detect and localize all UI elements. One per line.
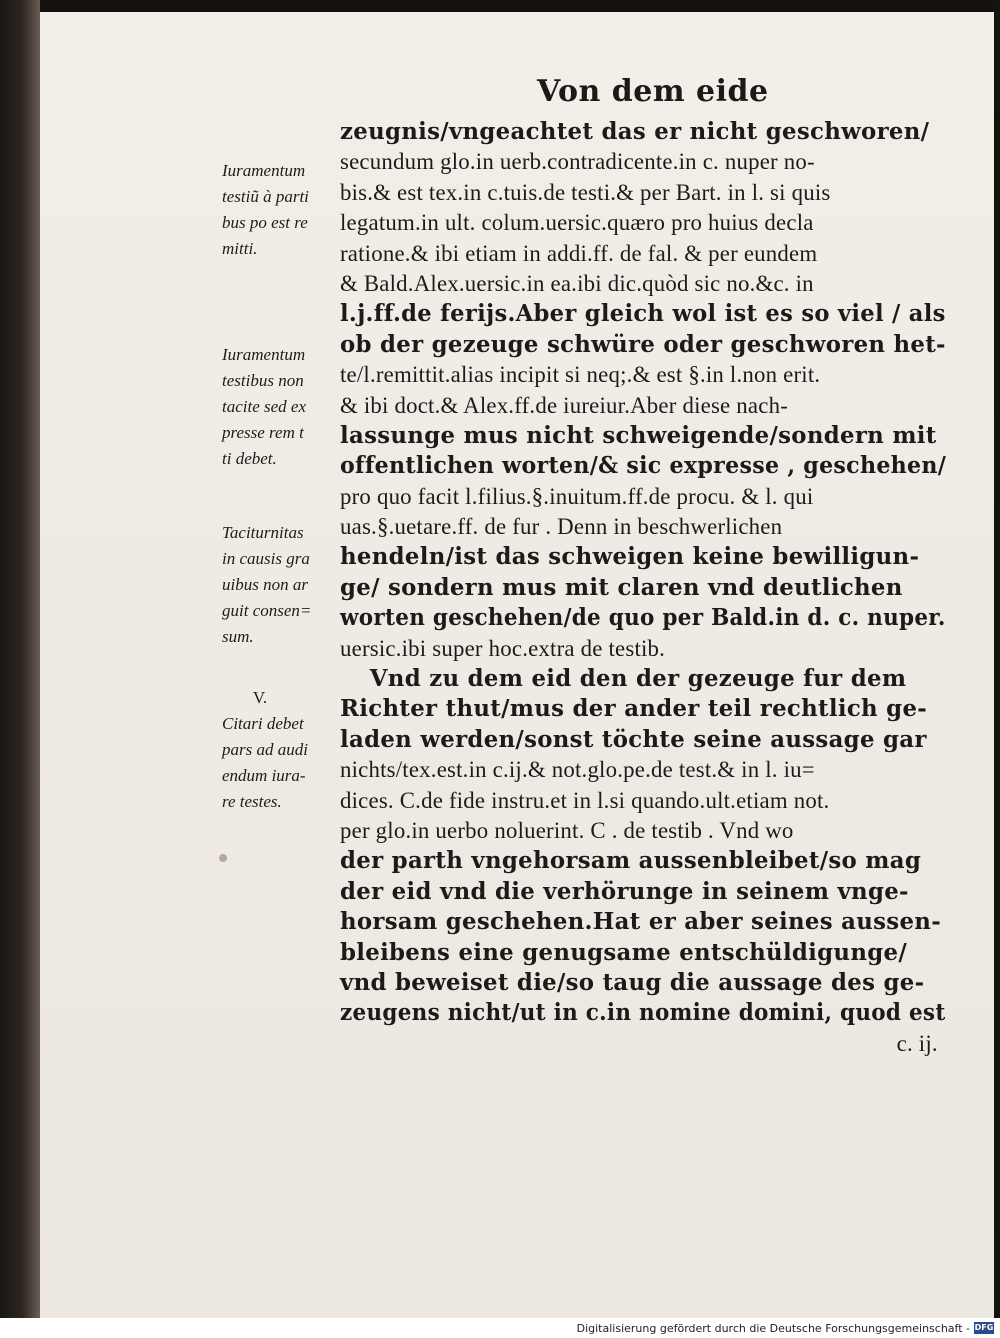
text-line: worten geschehen/de quo per Bald.in d. c. nuper.: [340, 604, 946, 632]
text-line: te/l.remittit.alias incipit si neq;.& est §.in l.non erit.: [340, 362, 821, 388]
text-line: uersic.ibi super hoc.extra de testib.: [340, 635, 666, 661]
ink-spot: [219, 854, 227, 862]
margin-note-line: Taciturnitas: [222, 523, 304, 542]
margin-note-line: in causis gra: [222, 549, 310, 568]
dfg-logo: DFG: [974, 1323, 994, 1332]
text-line: der eid vnd die verhörunge in seinem vnge-: [340, 877, 909, 905]
text-line: ge/ sondern mus mit claren vnd deutlichen: [340, 573, 903, 601]
margin-note-line: mitti.: [222, 239, 258, 258]
text-line: vnd beweiset die/so taug die aussage des ge-: [340, 968, 925, 996]
text-line: lassunge mus nicht schweigende/sondern mit: [340, 421, 937, 449]
margin-note-line: testibus non: [222, 371, 304, 390]
text-line: per glo.in uerbo noluerint. C . de testib . Vnd wo: [340, 817, 794, 843]
margin-note-2: [222, 342, 338, 472]
text-line: zeugnis/vngeachtet das er nicht geschworen/: [340, 118, 930, 145]
text-line: uas.§.uetare.ff. de fur . Denn in beschwerlichen: [340, 514, 783, 540]
margin-note-line: endum iura-: [222, 766, 306, 785]
margin-note-line: testiũ à parti: [222, 187, 309, 206]
text-line: der parth vngehorsam aussenbleibet/so mag: [340, 847, 922, 875]
text-line: Vnd zu dem eid den der gezeuge fur dem: [369, 665, 907, 693]
text-line: laden werden/sonst töchte seine aussage gar: [340, 725, 927, 753]
margin-note-line: uibus non ar: [222, 575, 308, 594]
text-line: ratione.& ibi etiam in addi.ff. de fal. & per eundem: [340, 240, 818, 266]
text-line: legatum.in ult. colum.uersic.quæro pro huius decla: [340, 210, 814, 236]
text-line: l.j.ff.de ferijs.Aber gleich wol ist es so viel / als: [340, 300, 946, 328]
scan-border-right: [994, 0, 1000, 1318]
text-line: bleibens eine genugsame entschüldigunge/: [340, 938, 907, 966]
text-line: nichts/tex.est.in c.ij.& not.glo.pe.de test.& in l. iu=: [340, 757, 815, 783]
margin-note-3: [222, 520, 338, 650]
margin-note-1: [222, 158, 338, 262]
running-header: Von dem eide: [537, 74, 769, 109]
funding-credit: Digitalisierung gefördert durch die Deutsche Forschungsgemeinschaft -: [576, 1322, 970, 1335]
margin-note-line: ti debet.: [222, 449, 277, 468]
section-numeral: V.: [252, 688, 268, 707]
text-line: horsam geschehen.Hat er aber seines aussen-: [340, 908, 941, 936]
margin-note-4: [222, 685, 338, 815]
text-line: Richter thut/mus der ander teil rechtlich ge-: [340, 695, 928, 723]
text-line: pro quo facit l.filius.§.inuitum.ff.de procu. & l. qui: [340, 483, 814, 509]
margin-note-line: guit consen=: [222, 601, 312, 620]
margin-note-line: Citari debet: [222, 714, 304, 733]
margin-note-line: Iuramentum: [222, 161, 306, 180]
text-line: secundum glo.in uerb.contradicente.in c. nuper no-: [340, 149, 815, 175]
text-line: hendeln/ist das schweigen keine bewilligun-: [340, 543, 920, 571]
text-line: dices. C.de fide instru.et in l.si quando.ult.etiam not.: [340, 787, 830, 813]
text-line: offentlichen worten/& sic expresse , geschehen/: [340, 452, 947, 480]
margin-note-line: Iuramentum: [222, 345, 306, 364]
text-line: c. ij.: [896, 1030, 938, 1056]
margin-note-line: presse rem t: [222, 423, 304, 442]
margin-note-line: tacite sed ex: [222, 397, 307, 416]
main-text-block: [340, 117, 950, 1059]
margin-note-line: pars ad audi: [222, 740, 308, 759]
text-line: zeugens nicht/ut in c.in nomine domini, quod est: [340, 999, 946, 1027]
text-line: & Bald.Alex.uersic.in ea.ibi dic.quòd sic no.&c. in: [340, 270, 814, 296]
text-line: & ibi doct.& Alex.ff.de iureiur.Aber diese nach-: [340, 392, 789, 418]
margin-note-line: re testes.: [222, 792, 282, 811]
text-line: bis.& est tex.in c.tuis.de testi.& per Bart. in l. si quis: [340, 179, 831, 205]
margin-note-line: sum.: [222, 627, 254, 646]
text-line: ob der gezeuge schwüre oder geschworen het-: [340, 330, 946, 358]
margin-note-line: bus po est re: [222, 213, 308, 232]
scan-border-left: [0, 0, 40, 1318]
